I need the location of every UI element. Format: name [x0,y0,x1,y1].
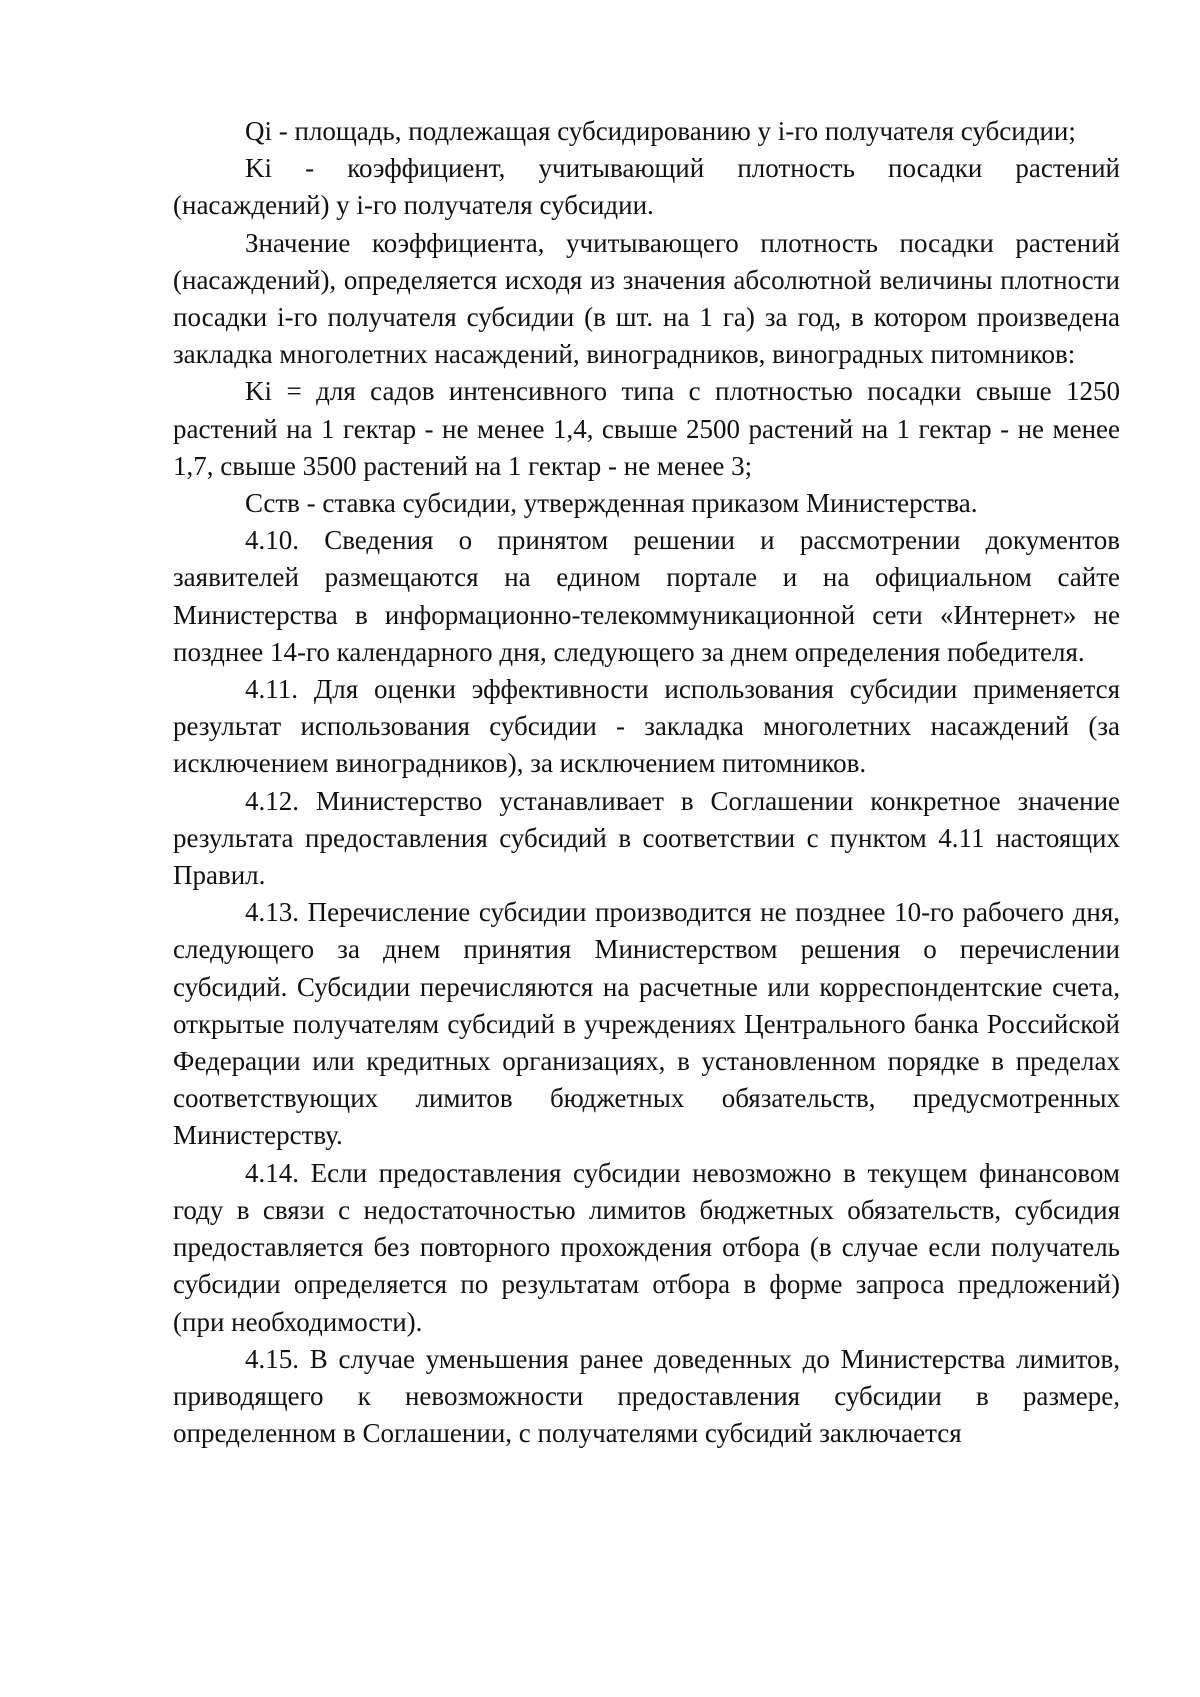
clause-4-13 [173,894,1120,1154]
clause-text: Если предоставления субсидии невозможно в текущем финансовом году в связи с недостаточностью лимитов бюджетных обязательств, субсидия предоставляется без повторного прохождения отбора (в случае если получатель субсидии определяется по результатам отбора в форме запроса предложений) (при необходимости). [173,1157,1121,1337]
clause-text: Перечисление субсидии производится не позднее 10-го рабочего дня, следующего за днем принятия Министерством решения о перечислении субсидий. Субсидии перечисляются на расчетные или корреспондентские счета, открытые получателям субсидий в учреждениях Центрального банка Российской Федерации или кредитных организациях, в установленном порядке в пределах соответствующих лимитов бюджетных обязательств, предусмотренных Министерству. [173,897,1120,1151]
clause-number: 4.11. [245,674,298,705]
clause-4-11 [173,671,1120,783]
clause-number: 4.12. [245,785,299,816]
paragraph-coefficient-value: Значение коэффициента, учитывающего плотность посадки растений (насаждений), определяется исходя из значения абсолютной величины плотности посадки i-го получателя субсидии (в шт. на 1 га) за год, в котором произведена закладка многолетних насаждений, виноградников, виноградных питомников: [173,227,1120,370]
clause-number: 4.15. [245,1343,299,1374]
clause-text: Для оценки эффективности использования субсидии применяется результат использования субсидии - закладка многолетних насаждений (за исключением виноградников), за исключением питомников. [173,674,1121,779]
paragraph-qi-definition: Qi - площадь, подлежащая субсидированию у i-го получателя субсидии; [245,116,1076,146]
clause-number: 4.13. [245,897,299,928]
paragraph-ki-formula: Ki = для садов интенсивного типа с плотностью посадки свыше 1250 растений на 1 гектар - не менее 1,4, свыше 2500 растений на 1 гектар - не менее 1,7, свыше 3500 растений на 1 гектар - не менее 3; [173,376,1120,481]
paragraph-rate-definition: Сств - ставка субсидии, утвержденная приказом Министерства. [245,488,978,519]
clause-number: 4.14. [245,1157,299,1188]
clause-4-14 [173,1155,1120,1341]
clause-4-10 [173,522,1120,671]
clause-4-12 [173,783,1120,895]
clause-text: Министерство устанавливает в Соглашении конкретное значение результата предоставления субсидий в соответствии с пунктом 4.11 настоящих Правил. [173,785,1121,891]
clause-text: Сведения о принятом решении и рассмотрении документов заявителей размещаются на едином портале и на официальном сайте Министерства в информационно-телекоммуникационной сети «Интернет» не позднее 14-го календарного дня, следующего за днем определения победителя. [173,525,1120,667]
clause-4-15 [173,1341,1120,1453]
paragraph-ki-definition: Ki - коэффициент, учитывающий плотность посадки растений (насаждений) у i-го получателя субсидии. [173,153,1120,221]
clause-number: 4.10. [245,525,299,556]
clause-text: В случае уменьшения ранее доведенных до Министерства лимитов, приводящего к невозможности предоставления субсидии в размере, определенном в Соглашении, с получателями субсидий заключается [173,1343,1120,1449]
document-body [173,113,1120,1452]
